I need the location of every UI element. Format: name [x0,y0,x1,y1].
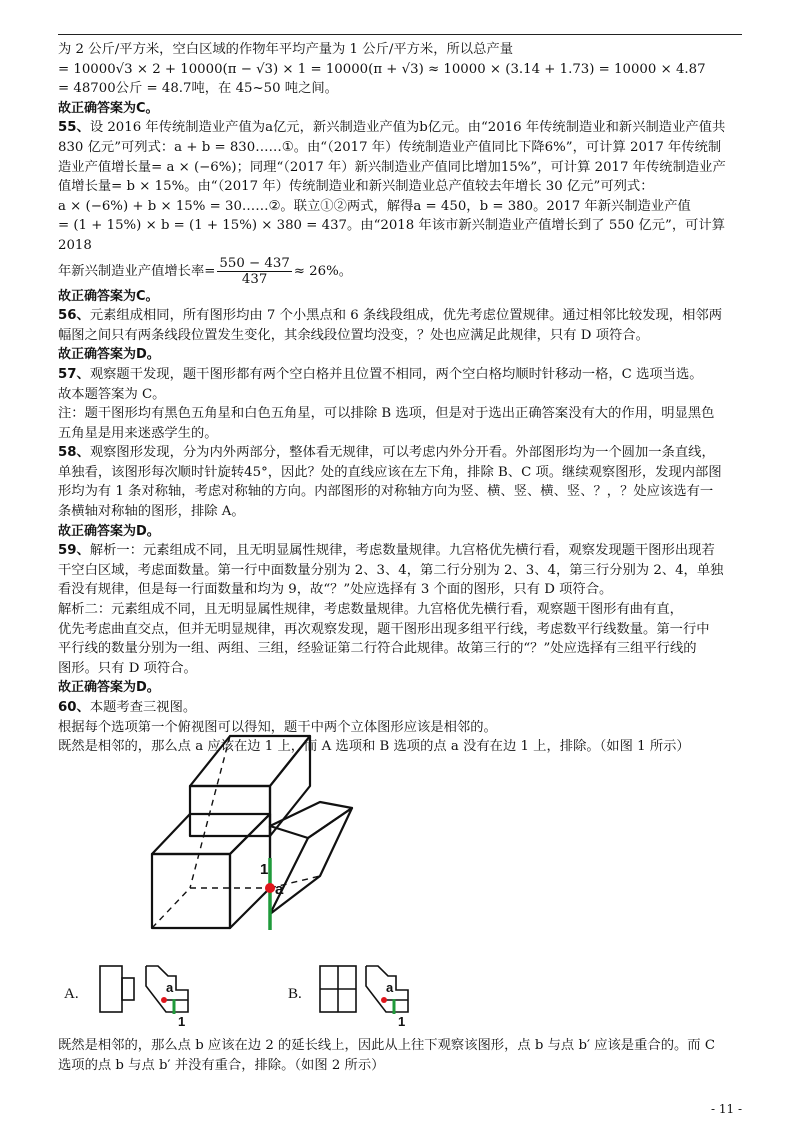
view-left-notch [122,978,134,1000]
upper-box-side [270,736,310,836]
text: ≈ 26%。 [293,263,353,279]
q55-line [58,118,744,138]
question-number: 57、 [58,366,90,382]
point-a-marker [265,883,275,893]
point-label-a: a [275,881,284,898]
answer-55: 故正确答案为C。 [58,288,159,304]
text: 元素组成相同，所有图形均由 7 个小黑点和 6 条线段组成，优先考虑位置规律。通过相邻比较发现，相邻两 [89,308,722,324]
upper-box-front [190,786,270,836]
page-number: - 11 - [710,1102,742,1116]
q57-line [58,365,744,385]
prism-face [270,808,352,914]
q57-line: 注：题干图形均有黑色五角星和白色五角星，可以排除 B 选项，但是对于选出正确答案没有大的作用，明显黑色 [58,406,715,422]
page-body [58,40,744,757]
question-number: 55、 [58,120,90,136]
q57-line: 故本题答案为 C。 [58,386,166,402]
q55-line: 值增长量= b × 15%。由“（2017 年）传统制造业和新兴制造业总产值较去年增长 30 亿元”可列式： [58,179,654,195]
option-b-label-1: 1 [398,1014,406,1028]
formula: = 48700公斤 = 48.7吨 [58,81,205,97]
answer-56: 故正确答案为D。 [58,347,160,363]
q55-line: 造业产值增长量= a × (−6%)；同理“（2017 年）新兴制造业产值同比增加15%”，可计算 2017 年传统制造业产 [58,159,726,175]
option-a-label: A. [64,986,79,1002]
q59-line: 优先考虑曲直交点，但并无明显规律，再次观察发现，题干图形出现多组平行线，考虑数平行线数量。第一行中 [58,621,710,637]
option-a-point [161,997,167,1003]
q59-line: 图形。只有 D 项符合。 [58,660,197,676]
header-rule [58,34,742,35]
q59-line: 解析二：元素组成不同，且无明显属性规律，考虑数量规律。九宫格优先横行看，观察题干图形有曲有直， [58,602,683,618]
question-number: 58、 [58,445,90,461]
text: 解析一：元素组成不同，且无明显属性规律，考虑数量规律。九宫格优先横行看，观察发现题干图形出现若 [89,543,715,559]
fraction [217,256,291,287]
text-line: 为 2 公斤/平方米，空白区域的作物年平均产量为 1 公斤/平方米，所以总产量 [58,42,513,57]
text: 本题考查三视图。 [89,700,197,715]
option-b-label-a: a [386,980,394,995]
cube-front [152,854,230,928]
q60-line: 既然是相邻的，那么点 b 应该在边 2 的延长线上，因此从上往下观察该图形，点 b 与点 b′ 应该是重合的。而 C [58,1038,715,1053]
q58-line [58,443,744,463]
figure-3d-solids [130,716,380,946]
q56-line [58,306,744,326]
cube-top [152,814,270,854]
q58-line: 形均为有 1 条对称轴，考虑对称轴的方向。内部图形的对称轴方向为竖、横、竖、横、竖、？，？处应该选有一 [58,484,714,500]
text: 观察图形发现，分为内外两部分，整体看无规律，可以考虑内外分开看。外部图形均为一个圆加一条直线， [89,445,715,461]
q60-line: 根据每个选项第一个俯视图可以得知，题干中两个立体图形应该是相邻的。 [58,719,497,735]
edge-label-1: 1 [260,861,269,878]
q59-line: 平行线的数量分别为一组、两组、三组，经验证第二行符合此规律。故第三行的“？”处应选择有三组平行线的 [58,641,697,657]
q60-line: 既然是相邻的，那么点 a 应该在边 1 上，而 A 选项和 B 选项的点 a 没有在边 1 上，排除。（如图 1 所示） [58,739,690,755]
q58-line: 单独看，该图形每次顺时针旋转45°，因此？处的直线应该在左下角，排除 B、C 项。继续观察图形，发现内部图 [58,464,722,480]
view-left [100,966,122,1012]
q55-line: a × (−6%) + b × 15% = 30……②。联立①②两式，解得a = 450，b = 380。2017 年新兴制造业产值 [58,198,691,214]
q60-line [58,698,744,718]
text: 设 2016 年传统制造业产值为a亿元，新兴制造业产值为b亿元。由“2016 年传统制造业和新兴制造业产值共 [89,120,726,136]
formula-line [58,79,744,99]
answer-59: 故正确答案为D。 [58,680,160,696]
question-number: 60、 [58,700,90,715]
q55-line: = (1 + 15%) × b = (1 + 15%) × 380 = 437。由“2018 年该市新兴制造业产值增长到了 550 亿元”，可计算 2018 [58,218,726,253]
q57-line: 五角星是用来迷惑学生的。 [58,425,218,441]
text: 观察题干发现，题干图形都有两个空白格并且位置不相同，两个空白格均顺时针移动一格，C 选项当选。 [89,366,703,382]
q55-line: 830 亿元”可列式：a + b = 830……①。由“（2017 年）传统制造业产值同比下降6%”，可计算 2017 年传统制 [58,139,722,155]
answer-54: 故正确答案为C。 [58,100,159,116]
q59-line: 干空白区域，考虑面数量。第一行中面数量分别为 2、3、4，第二行分别为 2、3、4，第三行分别为 2、4，单独 [58,562,724,578]
text: ，在 45~50 吨之间。 [204,81,338,97]
q58-line: 条横轴对称轴的图形，排除 A。 [58,504,245,520]
text: 年新兴制造业产值增长率= [58,263,216,279]
question-number: 59、 [58,543,90,559]
q55-line-fraction [58,256,744,287]
option-b-point [381,997,387,1003]
formula-line: = 10000√3 × 2 + 10000(π − √3) × 1 = 10000(π + √3) ≈ 10000 × (3.14 + 1.73) = 10000 × 4.87 [58,61,706,77]
answer-58: 故正确答案为D。 [58,523,160,539]
hidden-edge [152,888,190,928]
page-body-bottom [58,1036,744,1075]
option-a-label-1: 1 [178,1014,186,1028]
options-row [60,958,460,1028]
hidden-edge [190,736,230,888]
upper-box-top [190,736,310,786]
q59-line [58,541,744,561]
q59-line: 看没有规律，但是每一行面数量和均为 9，故“？”处应选择有 3 个面的图形，只有 D 项符合。 [58,582,613,598]
q60-line: 选项的点 b 与点 b′ 并没有重合，排除。（如图 2 所示） [58,1057,385,1073]
question-number: 56、 [58,308,90,324]
option-b-label: B. [288,986,302,1002]
fraction-numerator: 550 − 437 [219,255,290,271]
fraction-denominator: 437 [241,271,268,287]
q56-line: 幅图之间只有两条线段位置发生变化，其余线段位置均没变，？处也应满足此规律，只有 D 项符合。 [58,327,649,343]
option-a-label-a: a [166,980,174,995]
